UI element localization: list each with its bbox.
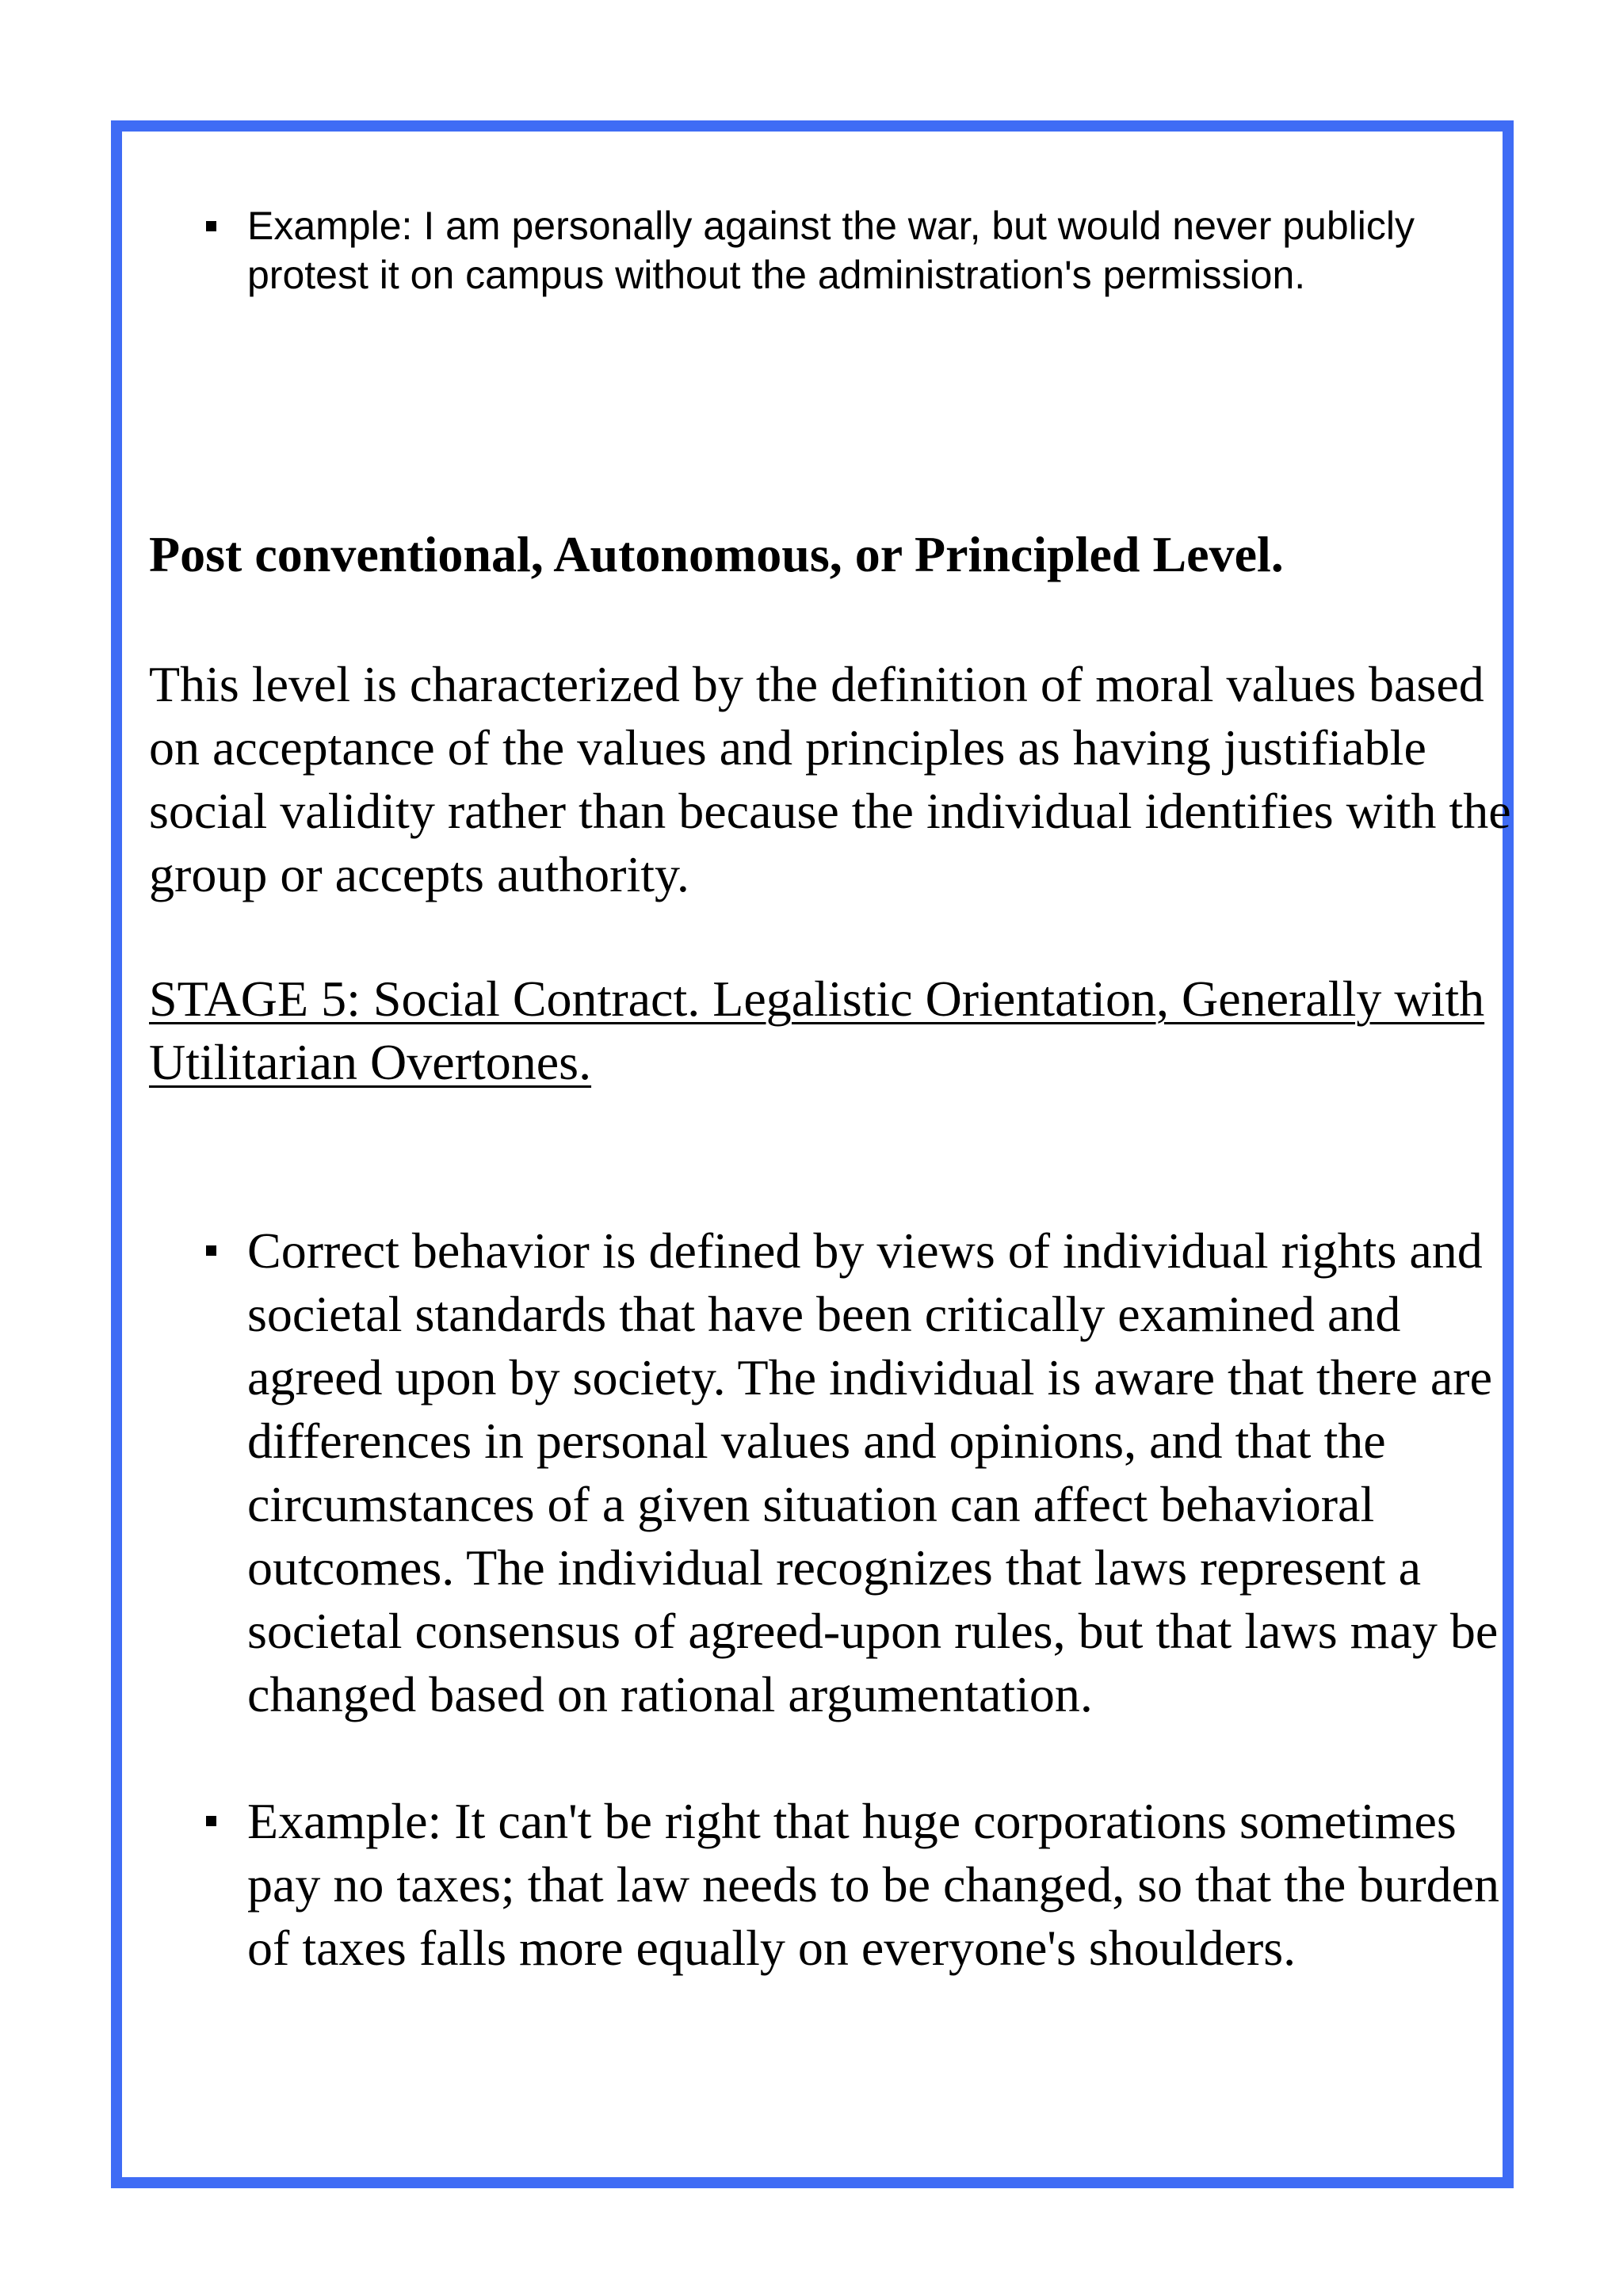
bullet-text: Example: I am personally against the war, but would never publicly protest it on campus without the administration's permission.	[247, 204, 1415, 297]
list-item	[149, 1219, 1528, 1726]
stage-title: STAGE 5: Social Contract. Legalistic Orientation, Generally with Utilitarian Overtones.	[149, 971, 1485, 1090]
page-frame	[111, 120, 1514, 2188]
square-bullet-icon	[206, 1245, 216, 1256]
bullet-text: Example: It can't be right that huge corporations sometimes pay no taxes; that law needs to be changed, so that the burden of taxes falls more equally on everyone's shoulders.	[247, 1793, 1499, 1976]
intro-paragraph: This level is characterized by the definition of moral values based on acceptance of the values and principles as having justifiable social validity rather than because the individual identifies with the group or accepts authority.	[149, 656, 1511, 902]
list-item	[149, 201, 1487, 299]
section-heading: Post conventional, Autonomous, or Principled Level.	[149, 526, 1284, 582]
square-bullet-icon	[206, 1816, 216, 1826]
stage-bullet-list	[149, 1219, 1528, 1980]
page-content	[149, 132, 1511, 1976]
top-bullet-list	[149, 201, 1487, 299]
bullet-text: Correct behavior is defined by views of individual rights and societal standards that have been critically examined and agreed upon by society. The individual is aware that there are differences in personal values and opinions, and that the circumstances of a given situation can affect behavioral outcomes. The individual recognizes that laws represent a societal consensus of agreed-upon rules, but that laws may be changed based on rational argumentation.	[247, 1222, 1499, 1722]
square-bullet-icon	[206, 221, 216, 231]
list-item	[149, 1790, 1528, 1980]
